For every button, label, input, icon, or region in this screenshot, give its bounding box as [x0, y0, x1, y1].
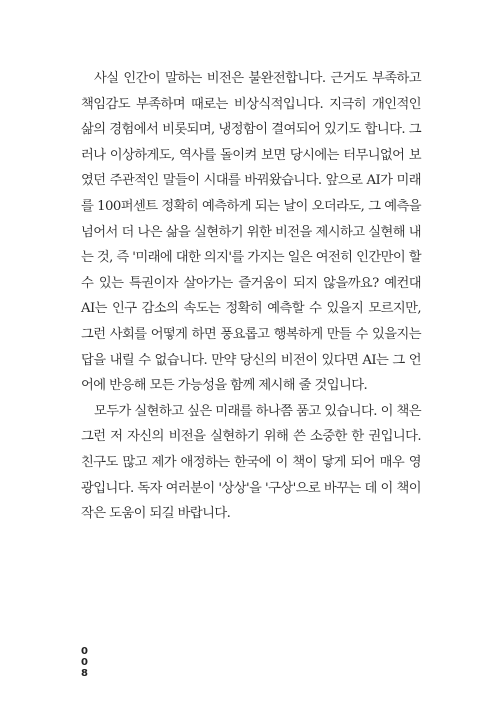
page-number-digit: 0	[81, 657, 88, 668]
paragraph: 모두가 실현하고 싶은 미래를 하나쯤 품고 있습니다. 이 책은 그런 저 자신의 비전을 실현하기 위해 쓴 소중한 한 권입니다. 친구도 많고 제가 애정하는 한국에 이 책이 닿게 되어 매우 영광입니다. 독자 여러분이 '상상'을 '구상'으로 바꾸는 데 이 책이 작은 도움이 되길 바랍니다.	[81, 403, 421, 522]
page-number	[81, 646, 93, 679]
page-number-digit: 8	[81, 668, 88, 679]
page-number-digit: 0	[81, 646, 88, 657]
paragraph: 사실 인간이 말하는 비전은 불완전합니다. 근거도 부족하고 책임감도 부족하며 때로는 비상식적입니다. 지극히 개인적인 삶의 경험에서 비롯되며, 냉정함이 결여되어 있기도 합니다. 그러나 이상하게도, 역사를 돌이켜 보면 당시에는 터무니없어 보였던 주관적인 말들이 시대를 바꿔왔습니다. 앞으로 AI가 미래를 100퍼센트 정확히 예측하게 되는 날이 오더라도, 그 예측을 넘어서 더 나은 삶을 실현하기 위한 비전을 제시하고 실현해 내는 것, 즉 '미래에 대한 의지'를 가지는 일은 여전히 인간만이 할 수 있는 특권이자 살아가는 즐거움이 되지 않을까요? 예컨대 AI는 인구 감소의 속도는 정확히 예측할 수 있을지 모르지만, 그런 사회를 어떻게 하면 풍요롭고 행복하게 만들 수 있을지는 답을 내릴 수 없습니다. 만약 당신의 비전이 있다면 AI는 그 언어에 반응해 모든 가능성을 함께 제시해 줄 것입니다.	[81, 71, 421, 394]
body-text	[81, 66, 421, 527]
